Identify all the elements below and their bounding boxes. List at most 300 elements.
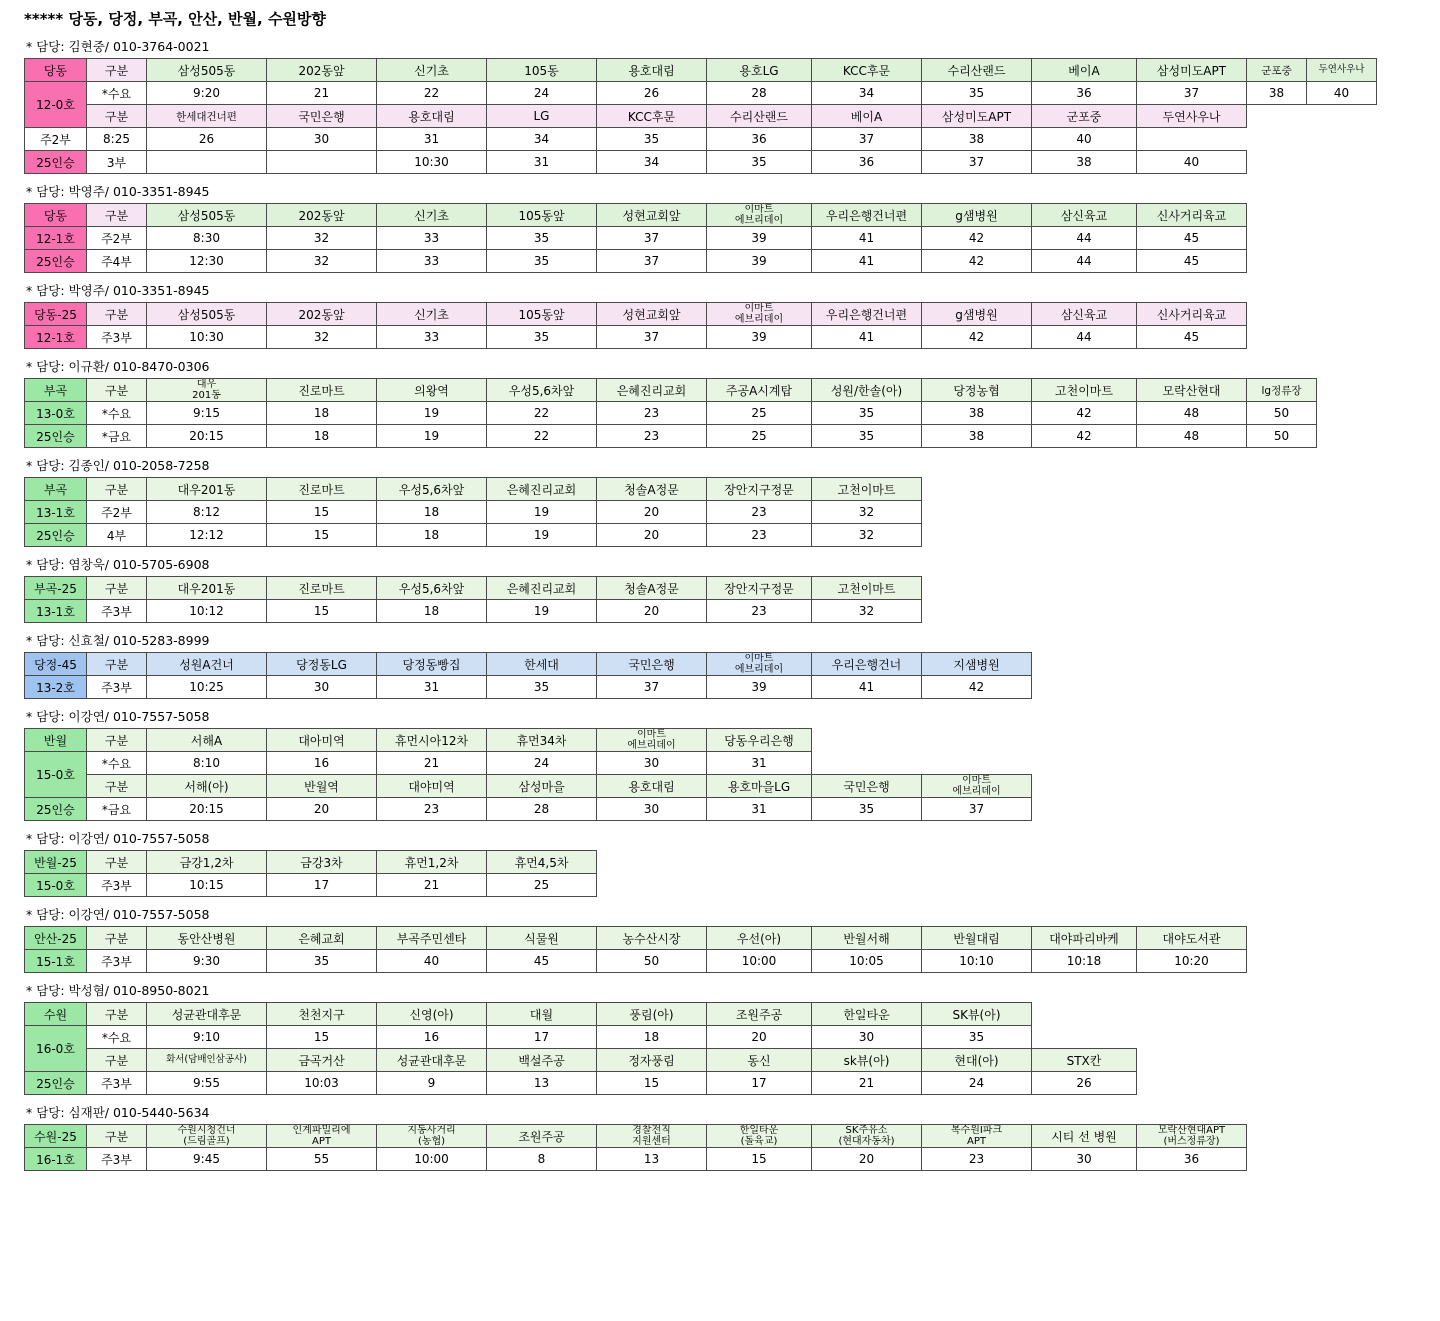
- table-cell: 9:20: [147, 82, 267, 105]
- table-row: [25, 105, 1377, 128]
- table-cell: 성균관대후문: [147, 1003, 267, 1026]
- table-cell: 12-1호: [25, 227, 87, 250]
- table-cell: 15: [267, 1026, 377, 1049]
- table-cell: 15: [267, 524, 377, 547]
- table-cell: 고천이마트: [812, 577, 922, 600]
- table-cell: 35: [707, 151, 812, 174]
- table-cell: 주2부: [87, 501, 147, 524]
- table-cell: 수리산랜드: [707, 105, 812, 128]
- table-cell: 수원-25: [25, 1125, 87, 1148]
- table-cell: 구분: [87, 775, 147, 798]
- table-cell: 우리은행건너: [812, 653, 922, 676]
- table-cell: 26: [147, 128, 267, 151]
- table-cell: 대아미역: [267, 729, 377, 752]
- table-cell: 국민은행: [267, 105, 377, 128]
- table-cell: 23: [707, 524, 812, 547]
- table-row: [25, 82, 1377, 105]
- table-cell: 37: [922, 798, 1032, 821]
- table-cell: 장안지구정문: [707, 577, 812, 600]
- table-cell: 25인승: [25, 250, 87, 273]
- table-cell: 15: [597, 1072, 707, 1095]
- table-cell: 15-1호: [25, 950, 87, 973]
- table-cell: 복수원I파크 APT: [922, 1125, 1032, 1148]
- table-cell: 장안지구정문: [707, 478, 812, 501]
- table-cell: 13: [487, 1072, 597, 1095]
- table-cell: 은혜교회: [267, 927, 377, 950]
- table-cell: 우리은행건너편: [812, 204, 922, 227]
- table-cell: 40: [377, 950, 487, 973]
- section-contact: * 담당: 염창욱/ 010-5705-6908: [26, 557, 210, 572]
- table-row: [25, 950, 1247, 973]
- table-cell: 의왕역: [377, 379, 487, 402]
- table-cell: *수요: [87, 1026, 147, 1049]
- section-contact: * 담당: 이강연/ 010-7557-5058: [26, 907, 210, 922]
- schedule-table: [24, 203, 1247, 273]
- table-cell: 16: [377, 1026, 487, 1049]
- section-contact: * 담당: 신효철/ 010-5283-8999: [26, 633, 210, 648]
- table-cell: 21: [377, 874, 487, 897]
- table-cell: 신영(아): [377, 1003, 487, 1026]
- schedule-table: [24, 58, 1377, 174]
- section-contact: * 담당: 이규환/ 010-8470-0306: [26, 359, 210, 374]
- table-cell: 34: [597, 151, 707, 174]
- spacer-cell: [812, 729, 922, 752]
- table-cell: 19: [377, 402, 487, 425]
- spacer-cell: [1247, 128, 1307, 151]
- table-cell: 33: [377, 227, 487, 250]
- table-cell: 12-0호: [25, 82, 87, 128]
- table-cell: sk뷰(아): [812, 1049, 922, 1072]
- table-cell: 48: [1137, 402, 1247, 425]
- schedule-table: [24, 850, 597, 897]
- table-cell: 32: [267, 326, 377, 349]
- schedule-section: [14, 1103, 1426, 1171]
- table-cell: 35: [267, 950, 377, 973]
- spacer-cell: [1137, 128, 1247, 151]
- table-cell: *금요: [87, 425, 147, 448]
- table-cell: 21: [267, 82, 377, 105]
- table-cell: 대야파리바케: [1032, 927, 1137, 950]
- table-row: [25, 676, 1032, 699]
- table-cell: 13-0호: [25, 402, 87, 425]
- table-row: [25, 524, 922, 547]
- table-cell: 삼성505동: [147, 59, 267, 82]
- table-cell: 10:00: [377, 1148, 487, 1171]
- table-cell: 삼성미도APT: [922, 105, 1032, 128]
- table-cell: 우선(아): [707, 927, 812, 950]
- table-cell: 41: [812, 326, 922, 349]
- table-cell: 군포중: [1247, 59, 1307, 82]
- table-cell: 44: [1032, 227, 1137, 250]
- table-cell: 25인승: [25, 425, 87, 448]
- table-cell: 202동앞: [267, 59, 377, 82]
- section-contact: * 담당: 이강연/ 010-7557-5058: [26, 709, 210, 724]
- table-cell: 28: [487, 798, 597, 821]
- table-cell: 10:30: [377, 151, 487, 174]
- table-cell: *수요: [87, 82, 147, 105]
- table-cell: 은혜진리교회: [597, 379, 707, 402]
- table-cell: 10:18: [1032, 950, 1137, 973]
- table-cell: 20: [597, 501, 707, 524]
- table-cell: 37: [812, 128, 922, 151]
- table-cell: 당정농협: [922, 379, 1032, 402]
- table-row: [25, 250, 1247, 273]
- table-cell: 20: [707, 1026, 812, 1049]
- table-cell: 서해A: [147, 729, 267, 752]
- schedule-table: [24, 926, 1247, 973]
- table-cell: 16-1호: [25, 1148, 87, 1171]
- table-cell: 31: [707, 798, 812, 821]
- table-cell: 13: [597, 1148, 707, 1171]
- table-cell: [147, 151, 267, 174]
- table-cell: 36: [707, 128, 812, 151]
- table-cell: 휴먼1,2차: [377, 851, 487, 874]
- table-cell: 용호마을LG: [707, 775, 812, 798]
- table-cell: 주3부: [87, 950, 147, 973]
- schedule-section: [14, 631, 1426, 699]
- table-cell: 33: [377, 250, 487, 273]
- table-cell: 식물원: [487, 927, 597, 950]
- table-cell: 18: [267, 402, 377, 425]
- table-cell: 31: [707, 752, 812, 775]
- table-cell: 23: [922, 1148, 1032, 1171]
- table-cell: 삼신육교: [1032, 303, 1137, 326]
- table-cell: KCC후문: [597, 105, 707, 128]
- table-cell: 베이A: [812, 105, 922, 128]
- table-cell: 반월: [25, 729, 87, 752]
- table-cell: 구분: [87, 927, 147, 950]
- table-cell: 구분: [87, 1003, 147, 1026]
- table-cell: 48: [1137, 425, 1247, 448]
- table-cell: 37: [1137, 82, 1247, 105]
- schedule-section: [14, 456, 1426, 547]
- table-cell: 대야미역: [377, 775, 487, 798]
- table-cell: 20:15: [147, 798, 267, 821]
- table-cell: 휴먼4,5차: [487, 851, 597, 874]
- table-cell: 삼성505동: [147, 303, 267, 326]
- table-cell: 백설주공: [487, 1049, 597, 1072]
- table-cell: 10:00: [707, 950, 812, 973]
- table-cell: 수원시청건너 (드림골프): [147, 1125, 267, 1148]
- table-cell: 삼성미도APT: [1137, 59, 1247, 82]
- table-cell: 45: [1137, 227, 1247, 250]
- table-cell: g샘병원: [922, 303, 1032, 326]
- section-contact: * 담당: 김종인/ 010-2058-7258: [26, 458, 210, 473]
- table-cell: 당정-45: [25, 653, 87, 676]
- table-cell: 19: [487, 524, 597, 547]
- table-cell: 9: [377, 1072, 487, 1095]
- table-cell: 당정동LG: [267, 653, 377, 676]
- table-cell: 18: [377, 600, 487, 623]
- table-cell: 베이A: [1032, 59, 1137, 82]
- table-cell: 30: [597, 798, 707, 821]
- table-cell: 18: [377, 524, 487, 547]
- schedule-section: [14, 829, 1426, 897]
- table-cell: g샘병원: [922, 204, 1032, 227]
- table-row: [25, 729, 1032, 752]
- table-cell: 구분: [87, 577, 147, 600]
- table-row: [25, 227, 1247, 250]
- table-cell: 36: [812, 151, 922, 174]
- table-cell: 44: [1032, 326, 1137, 349]
- table-cell: 서해(아): [147, 775, 267, 798]
- table-cell: 12-1호: [25, 326, 87, 349]
- table-cell: 8:25: [87, 128, 147, 151]
- table-cell: 청솔A정문: [597, 478, 707, 501]
- table-cell: 3부: [87, 151, 147, 174]
- section-contact: * 담당: 김현중/ 010-3764-0021: [26, 39, 210, 54]
- table-cell: 32: [812, 501, 922, 524]
- table-cell: 구분: [87, 303, 147, 326]
- table-cell: 20: [267, 798, 377, 821]
- table-cell: 20: [812, 1148, 922, 1171]
- spacer-cell: [922, 729, 1032, 752]
- spacer-cell: [1307, 151, 1377, 174]
- table-cell: 41: [812, 250, 922, 273]
- table-cell: 대야도서관: [1137, 927, 1247, 950]
- table-cell: 삼성마을: [487, 775, 597, 798]
- table-cell: 17: [267, 874, 377, 897]
- table-cell: 30: [597, 752, 707, 775]
- table-row: [25, 752, 1032, 775]
- schedule-section: [14, 37, 1426, 174]
- table-cell: 반월대림: [922, 927, 1032, 950]
- table-cell: 국민은행: [597, 653, 707, 676]
- table-cell: 31: [487, 151, 597, 174]
- table-cell: 26: [1032, 1072, 1137, 1095]
- table-row: [25, 204, 1247, 227]
- table-cell: 당동: [25, 204, 87, 227]
- table-row: [25, 1148, 1247, 1171]
- table-cell: 10:05: [812, 950, 922, 973]
- table-cell: 성원/한솔(아): [812, 379, 922, 402]
- table-cell: 38: [1032, 151, 1137, 174]
- schedule-table: [24, 576, 922, 623]
- table-cell: 41: [812, 227, 922, 250]
- table-cell: 50: [1247, 402, 1317, 425]
- table-cell: 35: [597, 128, 707, 151]
- table-cell: 고천이마트: [1032, 379, 1137, 402]
- spacer-cell: [922, 752, 1032, 775]
- table-cell: *수요: [87, 752, 147, 775]
- table-cell: 이마트 에브리데이: [707, 653, 812, 676]
- table-row: [25, 59, 1377, 82]
- table-cell: 16-0호: [25, 1026, 87, 1072]
- table-cell: 39: [707, 227, 812, 250]
- table-cell: 부곡: [25, 478, 87, 501]
- table-cell: 우성5,6차앞: [487, 379, 597, 402]
- table-row: [25, 775, 1032, 798]
- table-cell: 신기초: [377, 303, 487, 326]
- table-cell: 구분: [87, 1125, 147, 1148]
- table-cell: 지샘병원: [922, 653, 1032, 676]
- table-cell: 주3부: [87, 1072, 147, 1095]
- table-cell: 구분: [87, 653, 147, 676]
- table-cell: 진로마트: [267, 478, 377, 501]
- schedule-section: [14, 357, 1426, 448]
- table-cell: 20: [597, 524, 707, 547]
- schedule-table: [24, 728, 1032, 821]
- schedule-section: [14, 981, 1426, 1095]
- table-cell: SK뷰(아): [922, 1003, 1032, 1026]
- table-cell: 이마트 에브리데이: [707, 204, 812, 227]
- table-cell: 20:15: [147, 425, 267, 448]
- table-cell: 35: [487, 250, 597, 273]
- table-cell: 수리산랜드: [922, 59, 1032, 82]
- table-cell: 25인승: [25, 1072, 87, 1095]
- table-cell: 삼성505동: [147, 204, 267, 227]
- table-cell: 한세대: [487, 653, 597, 676]
- table-cell: 한세대건너편: [147, 105, 267, 128]
- table-cell: 대우201동: [147, 577, 267, 600]
- table-cell: 한일타운 (돌육교): [707, 1125, 812, 1148]
- table-cell: *금요: [87, 798, 147, 821]
- table-cell: 구분: [87, 851, 147, 874]
- table-cell: 주4부: [87, 250, 147, 273]
- table-cell: 25: [707, 402, 812, 425]
- table-cell: 두연사우나: [1307, 59, 1377, 82]
- table-cell: 용호대림: [597, 775, 707, 798]
- table-cell: 36: [1032, 82, 1137, 105]
- table-row: [25, 478, 922, 501]
- table-cell: 부곡: [25, 379, 87, 402]
- table-cell: 은혜진리교회: [487, 577, 597, 600]
- table-row: [25, 379, 1317, 402]
- table-cell: 당동우리은행: [707, 729, 812, 752]
- table-cell: 13-1호: [25, 501, 87, 524]
- table-cell: 42: [922, 250, 1032, 273]
- table-cell: 두연사우나: [1137, 105, 1247, 128]
- table-cell: 105동앞: [487, 303, 597, 326]
- table-cell: 휴먼34차: [487, 729, 597, 752]
- table-cell: 이마트 에브리데이: [707, 303, 812, 326]
- table-cell: 16: [267, 752, 377, 775]
- table-cell: 202동앞: [267, 204, 377, 227]
- table-cell: 10:10: [922, 950, 1032, 973]
- table-cell: 39: [707, 250, 812, 273]
- table-cell: 용호대림: [377, 105, 487, 128]
- table-cell: 성현교회앞: [597, 204, 707, 227]
- table-cell: 40: [1307, 82, 1377, 105]
- table-cell: 22: [487, 402, 597, 425]
- table-cell: 202동앞: [267, 303, 377, 326]
- schedule-table: [24, 378, 1317, 448]
- table-cell: 경찰전직 지원센터: [597, 1125, 707, 1148]
- table-cell: 화서(담배인삼공사): [147, 1049, 267, 1072]
- table-cell: 20: [597, 600, 707, 623]
- table-row: [25, 577, 922, 600]
- table-cell: 성현교회앞: [597, 303, 707, 326]
- table-row: [25, 851, 597, 874]
- table-cell: 19: [487, 600, 597, 623]
- table-cell: 37: [597, 227, 707, 250]
- table-cell: 23: [597, 425, 707, 448]
- schedule-table: [24, 302, 1247, 349]
- table-cell: 8:12: [147, 501, 267, 524]
- table-cell: 37: [597, 250, 707, 273]
- table-cell: 10:03: [267, 1072, 377, 1095]
- table-row: [25, 425, 1317, 448]
- table-cell: 모락산현대: [1137, 379, 1247, 402]
- table-cell: 조원주공: [707, 1003, 812, 1026]
- table-cell: 18: [267, 425, 377, 448]
- table-cell: 풍림(아): [597, 1003, 707, 1026]
- table-cell: 주3부: [87, 600, 147, 623]
- table-cell: 국민은행: [812, 775, 922, 798]
- table-cell: 39: [707, 676, 812, 699]
- table-cell: 현대(아): [922, 1049, 1032, 1072]
- table-row: [25, 1125, 1247, 1148]
- table-cell: 10:20: [1137, 950, 1247, 973]
- table-cell: [267, 151, 377, 174]
- table-cell: 15-0호: [25, 752, 87, 798]
- table-cell: 당정동빵집: [377, 653, 487, 676]
- table-cell: 지동사거리 (농협): [377, 1125, 487, 1148]
- table-cell: 주3부: [87, 676, 147, 699]
- table-cell: 31: [377, 676, 487, 699]
- table-cell: 10:12: [147, 600, 267, 623]
- table-cell: 30: [812, 1026, 922, 1049]
- table-cell: SK주유소 (현대자동차): [812, 1125, 922, 1148]
- table-cell: 32: [267, 250, 377, 273]
- table-cell: 42: [1032, 425, 1137, 448]
- table-cell: 이마트 에브리데이: [922, 775, 1032, 798]
- table-cell: 23: [707, 600, 812, 623]
- table-cell: 13-2호: [25, 676, 87, 699]
- table-cell: 군포중: [1032, 105, 1137, 128]
- table-cell: 우성5,6차앞: [377, 478, 487, 501]
- page-title: ***** 당동, 당정, 부곡, 안산, 반월, 수원방향: [24, 10, 326, 28]
- table-cell: 9:10: [147, 1026, 267, 1049]
- schedule-section: [14, 182, 1426, 273]
- table-cell: 37: [922, 151, 1032, 174]
- table-cell: 대우 201동: [147, 379, 267, 402]
- table-cell: 10:15: [147, 874, 267, 897]
- table-cell: 동신: [707, 1049, 812, 1072]
- table-cell: 35: [812, 402, 922, 425]
- table-cell: 19: [377, 425, 487, 448]
- table-cell: 9:30: [147, 950, 267, 973]
- table-cell: 23: [377, 798, 487, 821]
- table-cell: 8:10: [147, 752, 267, 775]
- table-row: [25, 1003, 1137, 1026]
- table-cell: 37: [597, 676, 707, 699]
- table-cell: 12:12: [147, 524, 267, 547]
- table-cell: 반월서해: [812, 927, 922, 950]
- table-cell: 12:30: [147, 250, 267, 273]
- table-cell: 105동앞: [487, 204, 597, 227]
- table-cell: 42: [1032, 402, 1137, 425]
- table-cell: 금곡거산: [267, 1049, 377, 1072]
- table-cell: 25: [707, 425, 812, 448]
- table-cell: 38: [1247, 82, 1307, 105]
- table-cell: 23: [707, 501, 812, 524]
- table-cell: 18: [597, 1026, 707, 1049]
- table-cell: 30: [267, 676, 377, 699]
- section-contact: * 담당: 박영주/ 010-3351-8945: [26, 283, 210, 298]
- table-cell: 10:30: [147, 326, 267, 349]
- table-cell: 휴먼시아12차: [377, 729, 487, 752]
- table-cell: 18: [377, 501, 487, 524]
- table-row: [25, 151, 1377, 174]
- table-cell: 삼신육교: [1032, 204, 1137, 227]
- table-cell: 35: [812, 798, 922, 821]
- table-cell: 성원A건너: [147, 653, 267, 676]
- table-cell: 22: [377, 82, 487, 105]
- table-cell: 용호대림: [597, 59, 707, 82]
- table-cell: 고천이마트: [812, 478, 922, 501]
- section-contact: * 담당: 박영주/ 010-3351-8945: [26, 184, 210, 199]
